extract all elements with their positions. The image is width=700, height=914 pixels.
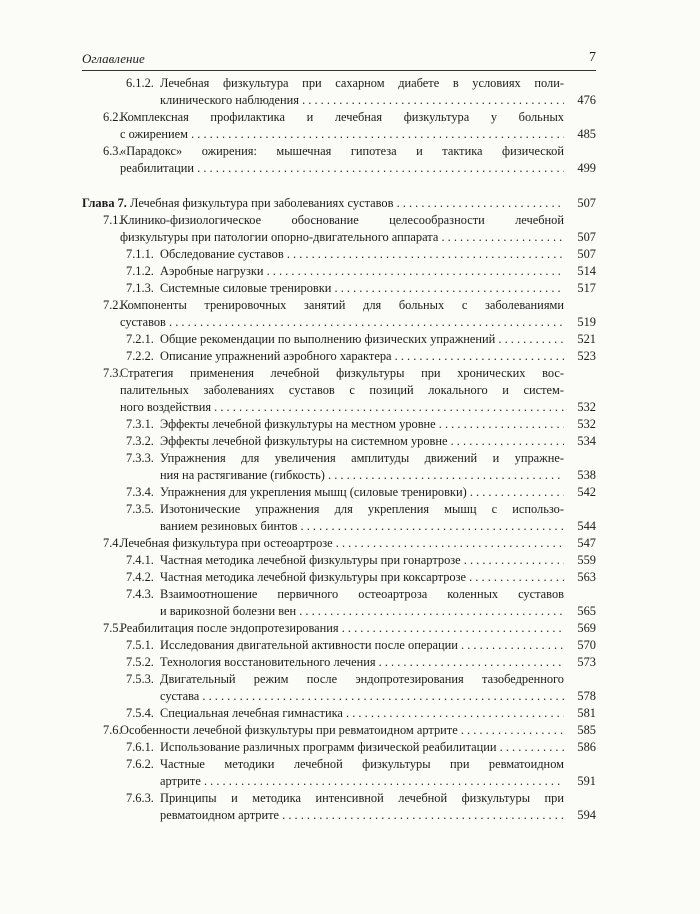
toc-entry[interactable] [103,143,596,177]
toc-entry-title-line: Лечебная физкультура при сахарном диабете в условиях поли- [160,76,564,90]
toc-entry[interactable] [126,348,596,365]
toc-page-number: 547 [577,536,596,550]
toc-entry-title-line: Упражнения для увеличения амплитуды движений и упражне- [160,451,564,465]
toc-entry[interactable] [103,722,596,739]
toc-entry-title-line: Частные методики лечебной физкультуры при ревматоидном [160,757,564,771]
toc-chapter-entry[interactable] [82,195,596,212]
toc-entry-number: 7.2.1. [126,332,154,346]
toc-entry-title-line: Реабилитация после эндопротезирования . . . [120,620,564,637]
toc-page-number: 534 [577,434,596,448]
toc-entry[interactable] [103,109,596,143]
toc-entry[interactable] [103,535,596,552]
toc-entry[interactable] [126,756,596,790]
toc-entry-number: 7.5.2. [126,655,154,669]
toc-entry-title-line: ревматоидном артрите . . . [160,807,564,824]
toc-entry[interactable] [126,280,596,297]
toc-entry-title-line: Лечебная физкультура при остеоартрозе . . . [120,535,564,552]
toc-entry[interactable] [126,75,596,109]
toc-page-number: 507 [577,247,596,261]
toc-entry-title-line: сустава . . . [160,688,564,705]
toc-entry-number: 7.3.5. [126,502,154,516]
toc-page-number: 517 [577,281,596,295]
toc-page-number: 581 [577,706,596,720]
toc-entry-title-line: ния на растягивание (гибкость) . . . [160,467,564,484]
toc-page-number: 523 [577,349,596,363]
toc-entry-number: 7.5.1. [126,638,154,652]
toc-entry-title-line: Специальная лечебная гимнастика . . . [160,705,564,722]
toc-entry-number: 7.3.3. [126,451,154,465]
toc-entry[interactable] [126,739,596,756]
toc-entry-number: 7.3. [103,366,122,380]
toc-entry-number: 7.4. [103,536,122,550]
running-header [82,50,596,71]
toc-page-number: 569 [577,621,596,635]
toc-entry-title-line: Аэробные нагрузки . . . [160,263,564,280]
toc-entry-number: 7.6.1. [126,740,154,754]
toc-entry-number: 6.1.2. [126,76,154,90]
toc-page-number: 570 [577,638,596,652]
toc-page-number: 578 [577,689,596,703]
toc-page-number: 499 [577,161,596,175]
toc-entry-number: 7.1. [103,213,122,227]
toc-entry-title-line: Технология восстановительного лечения . . . [160,654,564,671]
table-of-contents [82,75,596,824]
toc-page-number: 521 [577,332,596,346]
toc-page-number: 563 [577,570,596,584]
toc-entry-title-line: ного воздействия . . . [120,399,564,416]
toc-entry[interactable] [126,586,596,620]
toc-entry[interactable] [103,365,596,416]
toc-entry-number: 7.2.2. [126,349,154,363]
toc-entry[interactable] [126,654,596,671]
toc-entry-title-line: с ожирением . . . [120,126,564,143]
toc-page-number: 476 [577,93,596,107]
toc-entry-title-line: Компоненты тренировочных занятий для больных с заболеваниями [120,298,564,312]
toc-entry[interactable] [126,671,596,705]
toc-entry-title-line: Комплексная профилактика и лечебная физкультура у больных [120,110,564,124]
toc-entry-number: 6.2. [103,110,122,124]
toc-entry-number: 7.5. [103,621,122,635]
toc-entry-title-line: клинического наблюдения . . . [160,92,564,109]
toc-entry-title-line: Частная методика лечебной физкультуры при коксартрозе . . . [160,569,564,586]
toc-entry-title: Лечебная физкультура при заболеваниях суставов . . . [130,196,564,210]
toc-page-number: 565 [577,604,596,618]
toc-entry-title-line: Исследования двигательной активности после операции . . . [160,637,564,654]
toc-entry-number: 7.6.2. [126,757,154,771]
toc-entry-title-line: и варикозной болезни вен . . . [160,603,564,620]
toc-entry-title-line: Системные силовые тренировки . . . [160,280,564,297]
toc-entry[interactable] [103,212,596,246]
toc-page-number: 591 [577,774,596,788]
toc-entry-title-line: Описание упражнений аэробного характера . . . [160,348,564,365]
toc-entry-title-line: суставов . . . [120,314,564,331]
toc-entry-number: 7.6. [103,723,122,737]
toc-entry[interactable] [126,416,596,433]
header-page-number: 7 [589,50,596,65]
toc-page-number: 532 [577,417,596,431]
toc-entry-title-line: Эффекты лечебной физкультуры на системном уровне . . . [160,433,564,450]
toc-entry-title-line: Эффекты лечебной физкультуры на местном уровне . . . [160,416,564,433]
toc-entry-title-line: Особенности лечебной физкультуры при ревматоидном артрите . . . [120,722,564,739]
toc-entry-title-line: физкультуры при патологии опорно-двигательного аппарата . . . [120,229,564,246]
toc-entry-title-line: Принципы и методика интенсивной лечебной физкультуры при [160,791,564,805]
toc-page-number: 514 [577,264,596,278]
toc-entry[interactable] [126,450,596,484]
toc-page-number: 559 [577,553,596,567]
toc-entry[interactable] [126,705,596,722]
toc-entry-title-line: Общие рекомендации по выполнению физических упражнений . . . [160,331,564,348]
toc-page-number: 507 [577,196,596,210]
toc-entry-number: 6.3. [103,144,122,158]
toc-entry-number: 7.1.2. [126,264,154,278]
toc-page-number: 544 [577,519,596,533]
toc-page-number: 532 [577,400,596,414]
toc-entry[interactable] [126,246,596,263]
toc-entry[interactable] [126,569,596,586]
toc-entry-title-line: Взаимоотношение первичного остеоартроза коленных суставов [160,587,564,601]
toc-page-number: 538 [577,468,596,482]
toc-entry[interactable] [126,331,596,348]
toc-entry-title-line: Использование различных программ физической реабилитации . . . [160,739,564,756]
toc-entry-title-line: ванием резиновых бинтов . . . [160,518,564,535]
toc-page-number: 507 [577,230,596,244]
toc-entry-number: 7.3.4. [126,485,154,499]
toc-entry-title-line: артрите . . . [160,773,564,790]
toc-entry[interactable] [126,790,596,824]
toc-entry[interactable] [103,620,596,637]
toc-entry-number: 7.3.2. [126,434,154,448]
toc-entry-number: 7.6.3. [126,791,154,805]
toc-entry[interactable] [103,297,596,331]
toc-entry[interactable] [126,501,596,535]
toc-page-number: 594 [577,808,596,822]
toc-entry-title-line: Упражнения для укрепления мышц (силовые тренировки) . . . [160,484,564,501]
toc-entry-title-line: Обследование суставов . . . [160,246,564,263]
toc-page-number: 519 [577,315,596,329]
toc-entry-number: 7.1.1. [126,247,154,261]
toc-entry-number: 7.1.3. [126,281,154,295]
toc-entry-title-line: Двигательный режим после эндопротезирования тазобедренного [160,672,564,686]
toc-entry[interactable] [126,552,596,569]
toc-page-number: 585 [577,723,596,737]
toc-entry-title-line: Стратегия применения лечебной физкультуры при хронических вос- [120,366,564,380]
toc-entry-title-line: палительных заболеваниях суставов с позиций локального и систем- [120,383,564,397]
toc-page-number: 542 [577,485,596,499]
toc-entry-number: 7.4.2. [126,570,154,584]
toc-page-number: 573 [577,655,596,669]
header-title: Оглавление [82,51,145,66]
toc-entry-title-line: Клинико-физиологическое обоснование целесообразности лечебной [120,213,564,227]
toc-entry-title-line: Изотонические упражнения для укрепления мышц с использо- [160,502,564,516]
toc-entry-number: 7.3.1. [126,417,154,431]
toc-page-number: 485 [577,127,596,141]
toc-entry-number: 7.4.1. [126,553,154,567]
toc-entry-number: 7.5.4. [126,706,154,720]
toc-entry-title-line: «Парадокс» ожирения: мышечная гипотеза и тактика физической [120,144,564,158]
toc-entry[interactable] [126,433,596,450]
toc-entry-number: 7.2. [103,298,122,312]
toc-entry-title-line: Частная методика лечебной физкультуры при гонартрозе . . . [160,552,564,569]
toc-entry[interactable] [126,484,596,501]
toc-page-number: 586 [577,740,596,754]
toc-entry-number: 7.4.3. [126,587,154,601]
toc-entry-title-line: реабилитации . . . [120,160,564,177]
toc-entry[interactable] [126,637,596,654]
toc-entry-number: Глава 7. [82,196,131,210]
toc-entry-number: 7.5.3. [126,672,154,686]
toc-entry[interactable] [126,263,596,280]
